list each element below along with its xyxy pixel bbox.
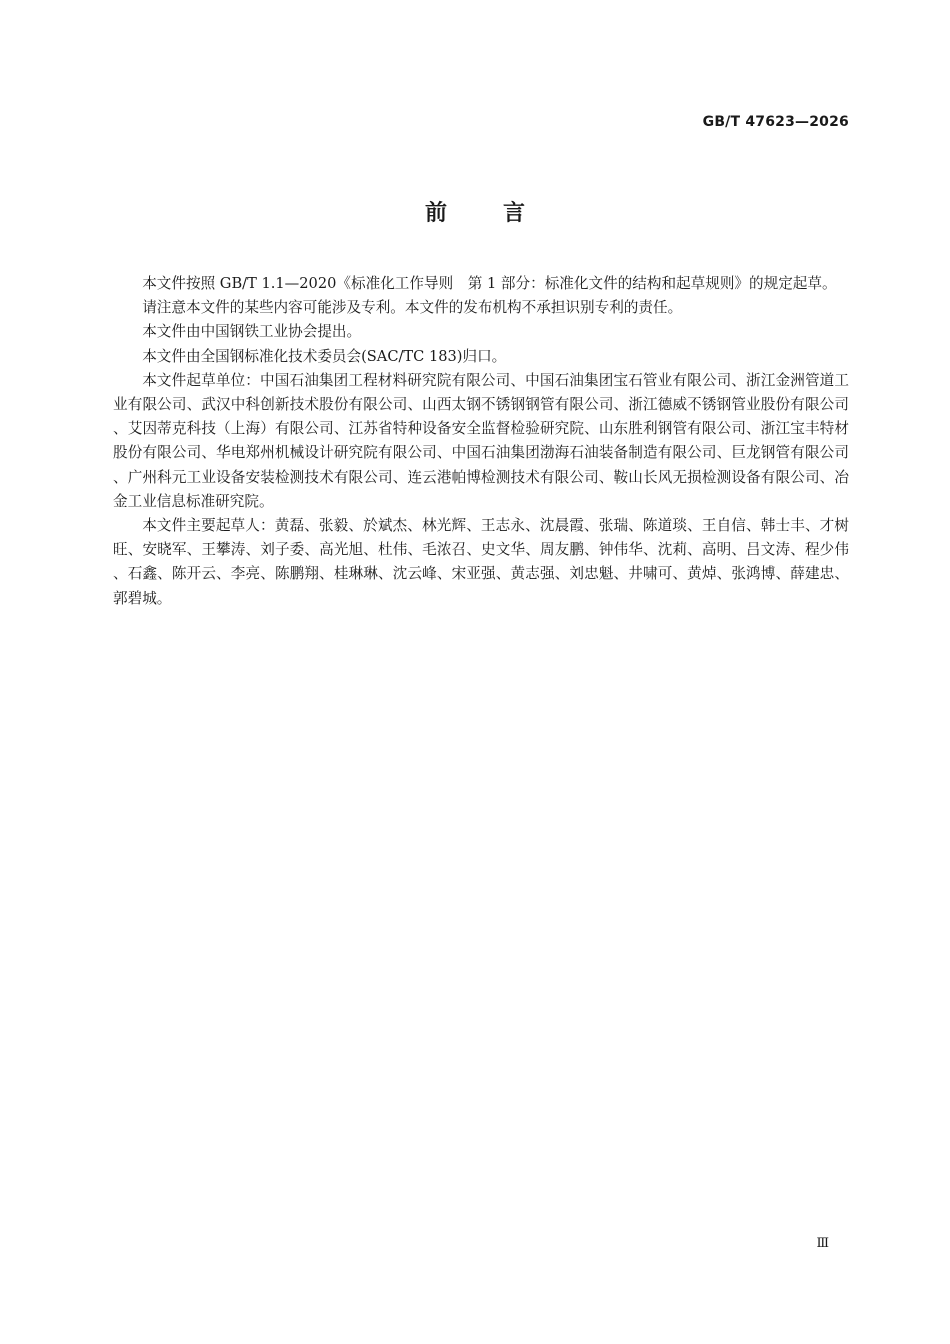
- paragraph-patent-notice: 请注意本文件的某些内容可能涉及专利。本文件的发布机构不承担识别专利的责任。: [142, 299, 683, 317]
- paragraph-drafting-organizations: 本文件起草单位：中国石油集团工程材料研究院有限公司、中国石油集团宝石管业有限公司、浙江金洲管道工业有限公司、武汉中科创新技术股份有限公司、山西太钢不锈钢钢管有限公司、浙江德威不锈钢管业股份有限公司、艾因蒂克科技（上海）有限公司、江苏省特种设备安全监督检验研究院、山东胜利钢管有限公司、浙江宝丰特材股份有限公司、华电郑州机械设计研究院有限公司、中国石油集团渤海石油装备制造有限公司、巨龙钢管有限公司、广州科元工业设备安装检测技术有限公司、连云港帕博检测技术有限公司、鞍山长风无损检测设备有限公司、冶金工业信息标准研究院。: [113, 371, 849, 510]
- paragraph-drafting-rules: 本文件按照 GB/T 1.1—2020《标准化工作导则 第 1 部分：标准化文件的结构和起草规则》的规定起草。: [142, 275, 837, 292]
- paragraph-responsible-committee: 本文件由全国钢标准化技术委员会(SAC/TC 183)归口。: [142, 347, 507, 365]
- foreword-body: [113, 272, 849, 611]
- page-title: 前言: [424, 201, 581, 226]
- standard-number: GB/T 47623—2026: [702, 114, 849, 130]
- paragraph-drafters: 本文件主要起草人：黄磊、张毅、於斌杰、林光辉、王志永、沈晨霞、张瑞、陈道琰、王自信、韩士丰、才树旺、安晓军、王攀涛、刘子委、高光旭、杜伟、毛浓召、史文华、周友鹏、钟伟华、沈莉、高明、吕文涛、程少伟、石鑫、陈开云、李亮、陈鹏翔、桂琳琳、沈云峰、宋亚强、黄志强、刘忠魁、井啸可、黄焯、张鸿博、薛建忠、郭碧城。: [113, 517, 849, 607]
- page-number: Ⅲ: [816, 1236, 829, 1251]
- paragraph-proposer: 本文件由中国钢铁工业协会提出。: [142, 323, 362, 341]
